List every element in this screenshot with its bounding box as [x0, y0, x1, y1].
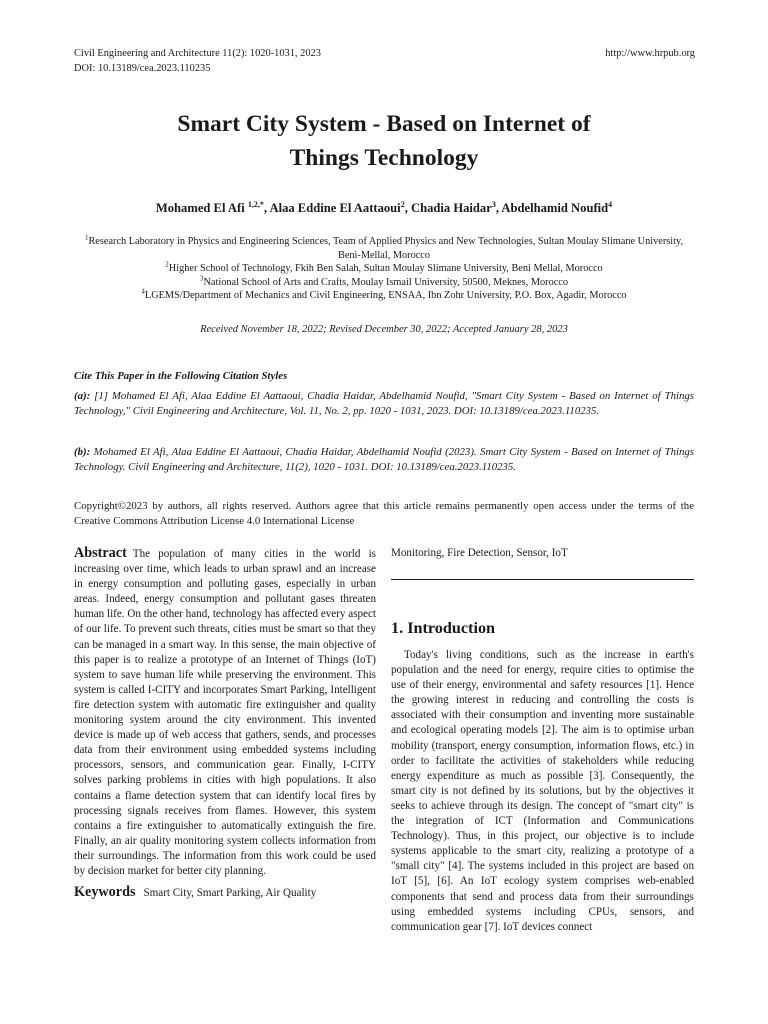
- author-affiliation-mark: 2: [400, 199, 405, 209]
- affiliation-text: LGEMS/Department of Mechanics and Civil Engineering, ENSAA, Ibn Zohr University, P.O. Box, Agadir, Morocco: [144, 290, 627, 301]
- keywords-label: Keywords: [74, 884, 136, 901]
- author-separator: ,: [263, 201, 270, 215]
- author-name: Alaa Eddine El Aattaoui: [269, 201, 401, 215]
- affiliation-list: [74, 235, 694, 303]
- title-line-1: Smart City System - Based on Internet of: [177, 111, 591, 137]
- doi-line: DOI: 10.13189/cea.2023.110235: [74, 63, 211, 74]
- running-header: [74, 46, 321, 76]
- section-divider: [391, 579, 694, 580]
- affiliation-item: [74, 289, 694, 303]
- affiliation-mark: 2: [165, 260, 169, 269]
- affiliation-text: Higher School of Technology, Fkih Ben Salah, Sultan Moulay Slimane University, Beni Mellal, Morocco: [168, 263, 603, 274]
- citation-b-label: (b):: [74, 446, 91, 458]
- left-column: [74, 546, 376, 901]
- author-name: Abdelhamid Noufid: [501, 201, 609, 215]
- affiliation-text: National School of Arts and Crafts, Moulay Ismail University, 50500, Meknes, Morocco: [203, 276, 569, 288]
- journal-citation: Civil Engineering and Architecture 11(2): 1020-1031, 2023: [74, 48, 321, 59]
- affiliation-item: [74, 235, 694, 262]
- citation-a-text: [1] Mohamed El Afi, Alaa Eddine El Aattaoui, Chadia Haidar, Abdelhamid Noufid, "Smart City System - Based on Internet of Things Technology," Civil Engineering and Architecture, Vol. 11, No. 2, pp. 1020 - 1031, 2023. DOI: 10.13189/cea.2023.110235.: [74, 390, 694, 417]
- author-separator: ,: [495, 201, 502, 215]
- keywords-continuation: [391, 546, 694, 561]
- title-line-2: Things Technology: [289, 145, 479, 171]
- author-affiliation-mark: 3: [491, 199, 496, 209]
- citation-style-b: [74, 445, 694, 474]
- introduction-text: Today's living conditions, such as the increase in earth's population and the need for energy, require cities to optimise the use of their energy, environmental and safety resources [1]. Hence the growing interest in reducing and controlling the costs is associated with their consumption and inventing more sustainable and ecological operating models [2]. The aim is to optimise urban mobility (transport, energy consumption, information flows, etc.) in order to facilitate the activities of stakeholders while reducing energy expenditure as much as possible [3]. Consequently, the smart city is not defined by its solutions, but by the objectives it seeks to achieve through its design. The concept of "smart city" is the integration of ICT (Information and Communications Technology). Thus, in this project, our objective is to include systems applicable to the smart city, realizing a prototype of a "small city" [4]. The systems included in this project are based on IoT [5], [6]. An IoT ecology system comprises web-enabled components that send and process data from their surroundings using embedded systems including CPUs, sensors, and communication gear [7]. IoT devices connect: [391, 649, 694, 933]
- keywords-block: [74, 885, 376, 901]
- keywords-text-continued: Monitoring, Fire Detection, Sensor, IoT: [391, 547, 568, 559]
- author-list: [74, 199, 694, 217]
- author-affiliation-mark: 4: [608, 199, 613, 209]
- citation-a-label: (a):: [74, 390, 91, 402]
- citation-b-text: Mohamed El Afi, Alaa Eddine El Aattaoui, Chadia Haidar, Abdelhamid Noufid (2023). Smart City System - Based on Internet of Things Technology. Civil Engineering and Architecture, 11(2), 1020 - 1031. DOI: 10.13189/cea.2023.110235.: [74, 446, 694, 473]
- journal-url[interactable]: http://www.hrpub.org: [605, 48, 695, 59]
- author-name: Mohamed El Afi: [155, 201, 245, 215]
- affiliation-mark: 4: [141, 287, 145, 296]
- citation-style-a: [74, 389, 694, 418]
- author-affiliation-mark: 1,2,*: [247, 199, 264, 209]
- introduction-heading: 1. Introduction: [391, 619, 496, 637]
- copyright-notice: Copyright©2023 by authors, all rights reserved. Authors agree that this article remains permanently open access under the terms of the Creative Commons Attribution License 4.0 International License: [74, 500, 694, 527]
- author-name: Chadia Haidar: [410, 201, 492, 215]
- author-separator: ,: [404, 201, 411, 215]
- citation-heading: Cite This Paper in the Following Citation Styles: [74, 370, 288, 382]
- paper-title: [74, 107, 694, 175]
- keywords-text: Smart City, Smart Parking, Air Quality: [143, 887, 317, 900]
- affiliation-text: Research Laboratory in Physics and Engineering Sciences, Team of Applied Physics and New Technologies, Sultan Moulay Slimane University, Beni-Mellal, Morocco: [88, 236, 684, 261]
- affiliation-item: [74, 276, 694, 290]
- received-dates: Received November 18, 2022; Revised December 30, 2022; Accepted January 28, 2023: [200, 324, 568, 335]
- abstract-text: The population of many cities in the world is increasing over time, which leads to urban sprawl and an increase in energy consumption and polluting gases, especially in urban areas. Indeed, energy consumption and pollutant gases threaten human life. On the other hand, technology has affected every aspect of our life. To prevent such threats, cities must be smart so that they can be managed in a smart way. In this sense, the main objective of this paper is to realize a prototype of an Internet of Things (IoT) system to save human life while preserving the environment. This system is called I-CITY and incorporates Smart Parking, Intelligent fire detection system with automatic fire extinguisher and quality monitoring system around the city environment. This invented device is made up of web access that gathers, sends, and processes data from their environment using embedded systems including processors, sensors, and communication gear. Finally, I-CITY solves parking problems in cities with high populations. It also contains a flame detection system that can identify local fires by processing signals receives from flames. However, this system contains a fire extinguisher to automatically extinguish the fire. Finally, an air quality monitoring system collects information from their surroundings. The information from this work could be used by decision market for better city planning.: [74, 548, 376, 877]
- affiliation-item: [74, 262, 694, 276]
- affiliation-mark: 3: [199, 274, 204, 283]
- abstract-label: Abstract: [74, 545, 127, 561]
- abstract-block: [74, 546, 376, 879]
- affiliation-mark: 1: [84, 233, 89, 242]
